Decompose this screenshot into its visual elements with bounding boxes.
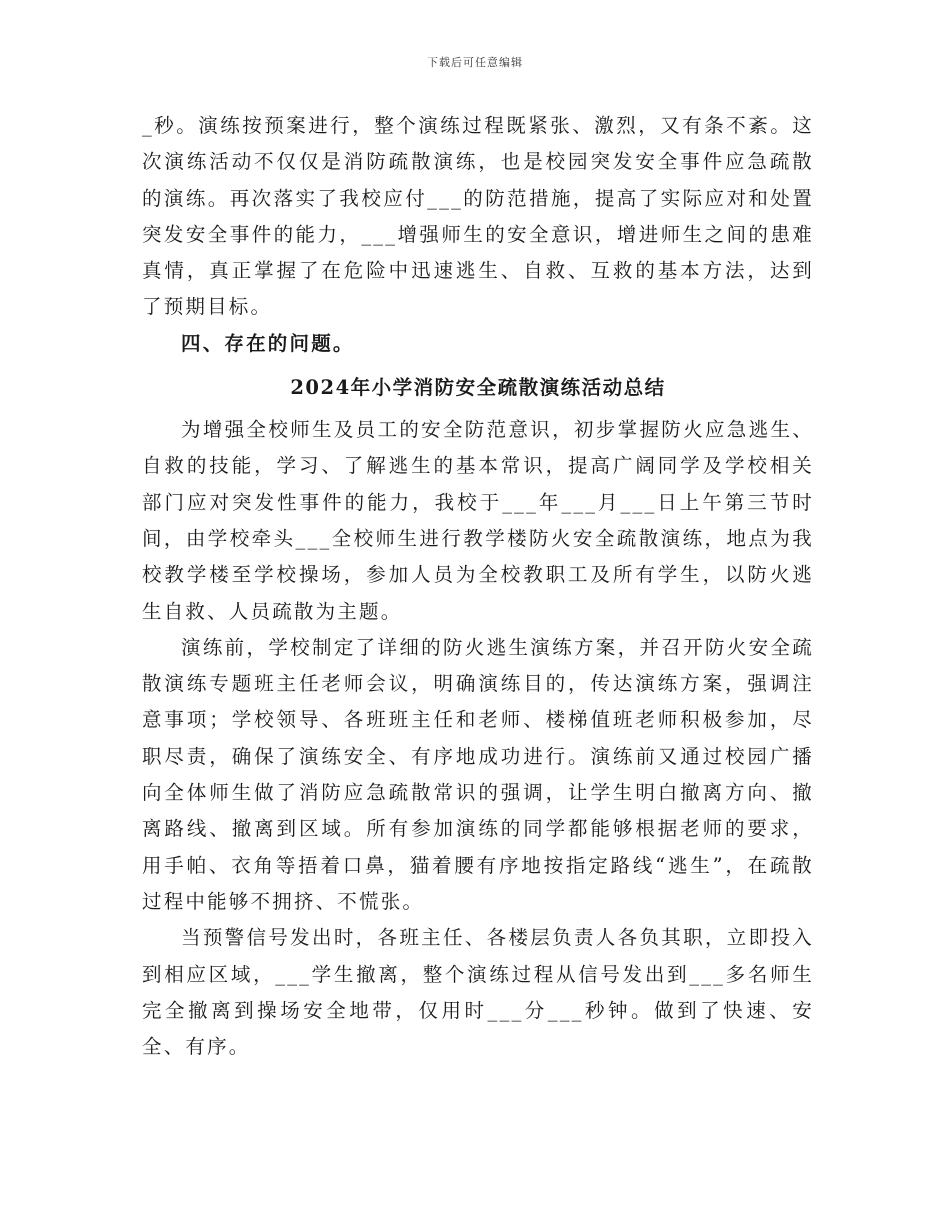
document-title: 2024年小学消防安全疏散演练活动总结 bbox=[290, 376, 666, 400]
paragraph-execution: 当预警信号发出时，各班主任、各楼层负责人各负其职，立即投入到相应区域，___学生撤离，整个演练过程从信号发出到___多名师生完全撤离到操场安全地带，仅用时___分___秒钟。做到了快速、安全、有序。 bbox=[142, 926, 814, 1059]
paragraph-preparation: 演练前，学校制定了详细的防火逃生演练方案，并召开防火安全疏散演练专题班主任老师会议，明确演练目的，传达演练方案，强调注意事项；学校领导、各班班主任和老师、楼梯值班老师积极参加，尽职尽责，确保了演练安全、有序地成功进行。演练前又通过校园广播向全体师生做了消防应急疏散常识的强调，让学生明白撤离方向、撤离路线、撤离到区域。所有参加演练的同学都能够根据老师的要求，用手帕、衣角等捂着口鼻，猫着腰有序地按指定路线“逃生”，在疏散过程中能够不拥挤、不慌张。 bbox=[142, 635, 814, 913]
paragraph-continuation: _秒。演练按预案进行，整个演练过程既紧张、激烈，又有条不紊。这次演练活动不仅仅是消防疏散演练，也是校园突发安全事件应急疏散的演练。再次落实了我校应付___的防范措施，提高了实际应对和处置突发安全事件的能力，___增强师生的安全意识，增进师生之间的患难真情，真正掌握了在危险中迅速逃生、自救、互救的基本方法，达到了预期目标。 bbox=[142, 114, 814, 319]
section-heading: 四、存在的问题。 bbox=[181, 331, 355, 355]
paragraph-intro: 为增强全校师生及员工的安全防范意识，初步掌握防火应急逃生、自救的技能，学习、了解逃生的基本常识，提高广阔同学及学校相关部门应对突发性事件的能力，我校于___年___月___日上午第三节时间，由学校牵头___全校师生进行教学楼防火安全疏散演练，地点为我校教学楼至学校操场，参加人员为全校教职工及所有学生，以防火逃生自救、人员疏散为主题。 bbox=[142, 418, 814, 623]
document-body bbox=[142, 108, 814, 1065]
page-header: 下载后可任意编辑 bbox=[427, 56, 523, 69]
